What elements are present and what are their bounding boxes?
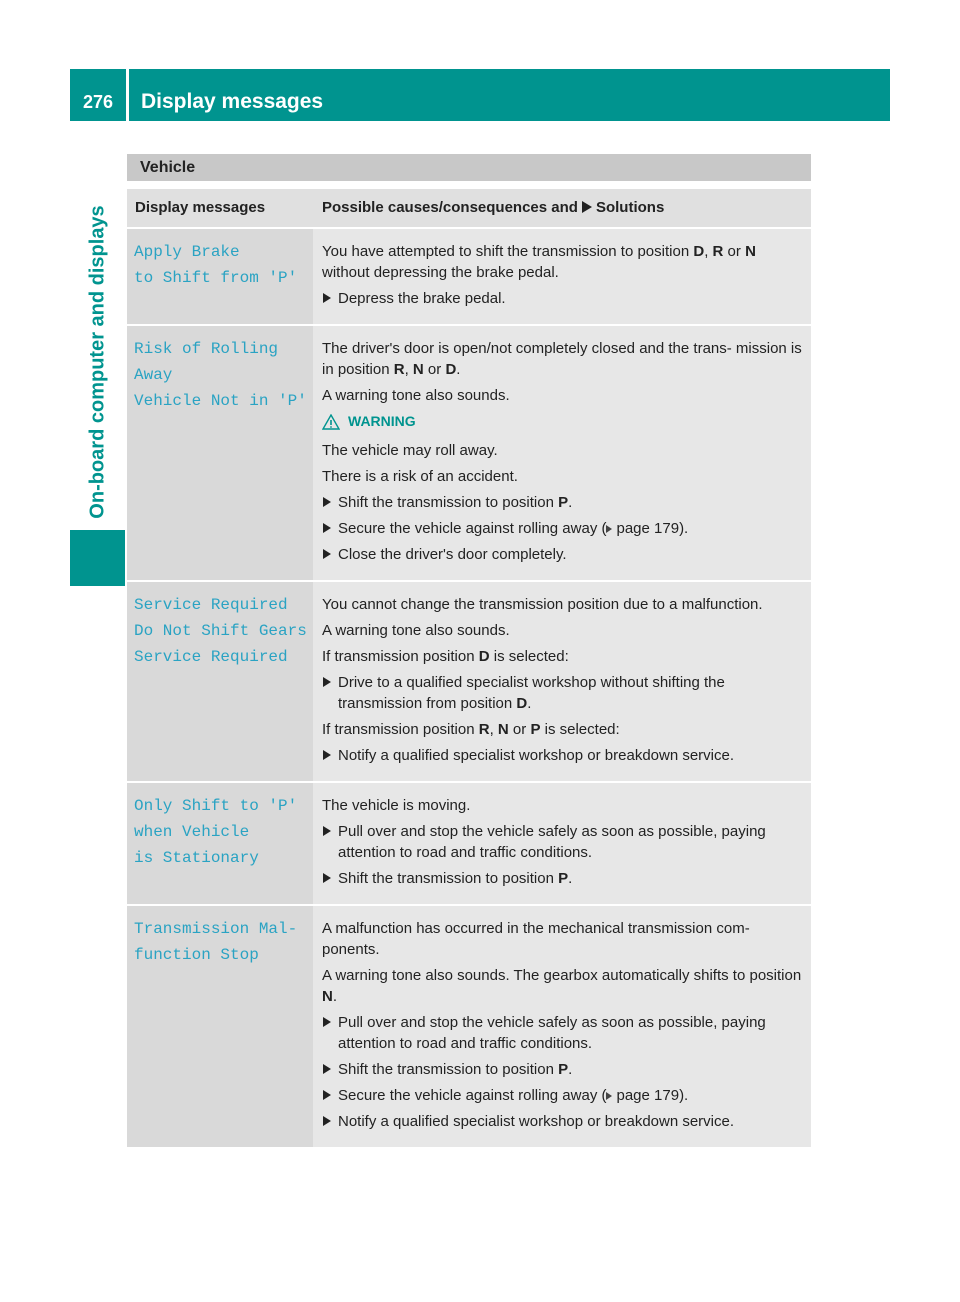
gear-position: R: [478, 721, 490, 738]
text-fragment: The driver's door is open/not completely closed and the trans- mission is in position: [322, 340, 802, 378]
gear-position: P: [558, 870, 569, 887]
text-fragment: Secure the vehicle against rolling away (: [338, 1087, 607, 1104]
column-headers: [127, 189, 811, 227]
text-fragment: is selected:: [540, 721, 620, 738]
text-fragment: or: [508, 721, 531, 738]
display-message-cell: [127, 906, 313, 1147]
cause-text: [322, 795, 805, 816]
cause-text: [322, 620, 805, 641]
table-row: [127, 326, 811, 582]
text-fragment: .: [527, 695, 532, 712]
gear-position: R: [393, 361, 405, 378]
text-fragment: .: [332, 988, 338, 1005]
text-fragment: .: [456, 361, 461, 378]
text-fragment: Secure the vehicle against rolling away (: [338, 520, 607, 537]
warning-text: WARNING: [348, 413, 416, 429]
solution-step: [322, 672, 805, 714]
table-body: [127, 229, 811, 1149]
text-fragment: A warning tone also sounds.: [322, 387, 510, 404]
side-tab-marker: [70, 530, 125, 586]
warning-triangle-icon: [322, 414, 340, 430]
table-row: [127, 582, 811, 783]
solutions-label: Solutions: [595, 199, 665, 216]
display-message-text: Vehicle Not in 'P': [134, 392, 307, 410]
text-fragment: There is a risk of an accident.: [322, 468, 518, 485]
cause-text: [322, 594, 805, 615]
cause-text: [322, 338, 805, 380]
solution-step: [322, 1085, 805, 1106]
display-message-text: Service Required: [134, 648, 288, 666]
table-row: [127, 229, 811, 326]
cause-text: [322, 440, 805, 461]
text-fragment: Shift the transmission to position: [338, 494, 559, 511]
gear-position: R: [712, 243, 724, 260]
causes-cell: [313, 906, 811, 1147]
messages-table: [127, 154, 811, 1149]
display-message-text: Service Required: [134, 596, 288, 614]
text-fragment: .: [568, 1061, 573, 1078]
causes-cell: [313, 783, 811, 904]
text-fragment: A warning tone also sounds.: [322, 622, 510, 639]
cause-text: [322, 719, 805, 740]
display-message-text: Apply Brake: [134, 243, 240, 261]
column-header-display-messages: Display messages: [135, 199, 266, 216]
text-fragment: Shift the transmission to position: [338, 870, 559, 887]
text-fragment: Pull over and stop the vehicle safely as soon as possible, paying attention to road and traffic conditions.: [338, 1014, 766, 1052]
gear-position: P: [558, 1061, 569, 1078]
causes-cell: [313, 582, 811, 781]
reference-arrow-icon: [606, 1092, 612, 1100]
display-message-text: Do Not Shift Gears: [134, 622, 307, 640]
gear-position: D: [445, 361, 457, 378]
text-fragment: .: [568, 494, 573, 511]
solution-step: [322, 1059, 805, 1080]
solution-step: [322, 544, 805, 565]
gear-position: D: [478, 648, 490, 665]
text-fragment: is selected:: [489, 648, 569, 665]
text-fragment: or: [723, 243, 746, 260]
header-divider: [126, 69, 129, 121]
cause-text: [322, 965, 805, 1007]
display-message-text: Transmission Mal‐: [134, 920, 298, 938]
text-fragment: A warning tone also sounds. The gearbox automatically shifts to position: [322, 967, 802, 984]
display-message-text: function Stop: [134, 946, 259, 964]
display-message-cell: [127, 783, 313, 904]
gear-position: N: [745, 243, 756, 260]
text-fragment: Close the driver's door completely.: [338, 546, 567, 563]
text-fragment: Shift the transmission to position: [338, 1061, 559, 1078]
text-fragment: You cannot change the transmission position due to a malfunction.: [322, 596, 763, 613]
solution-arrow-icon: [582, 201, 592, 213]
column-header-causes: [313, 189, 811, 227]
text-fragment: Pull over and stop the vehicle safely as soon as possible, paying attention to road and traffic conditions.: [338, 823, 766, 861]
cause-text: [322, 241, 805, 283]
text-fragment: A malfunction has occurred in the mechanical transmission com- ponents.: [322, 920, 750, 958]
text-fragment: You have attempted to shift the transmission to position: [322, 243, 694, 260]
solution-step: [322, 745, 805, 766]
text-fragment: ).: [679, 520, 689, 537]
text-fragment: If transmission position: [322, 648, 479, 665]
page-title: Display messages: [141, 90, 324, 113]
causes-cell: [313, 326, 811, 580]
solution-step: [322, 1012, 805, 1054]
text-fragment: The vehicle is moving.: [322, 797, 471, 814]
solution-step: [322, 492, 805, 513]
display-message-text: Risk of Rolling: [134, 340, 279, 358]
text-fragment: Notify a qualified specialist workshop or breakdown service.: [338, 1113, 735, 1130]
display-message-text: Away: [134, 366, 173, 384]
gear-position: D: [516, 695, 528, 712]
display-message-text: when Vehicle: [134, 823, 250, 841]
page-reference-link[interactable]: page 179: [616, 1087, 680, 1104]
warning-label: [322, 411, 805, 432]
gear-position: N: [322, 988, 333, 1005]
display-message-text: to Shift from 'P': [134, 269, 298, 287]
causes-label: Possible causes/consequences and: [322, 199, 578, 216]
text-fragment: If transmission position: [322, 721, 479, 738]
display-message-text: Only Shift to 'P': [134, 797, 298, 815]
text-fragment: Drive to a qualified specialist workshop without shifting the transmission from position: [338, 674, 725, 712]
text-fragment: Notify a qualified specialist workshop or breakdown service.: [338, 747, 735, 764]
gear-position: D: [693, 243, 705, 260]
text-fragment: ,: [404, 361, 413, 378]
text-fragment: or: [423, 361, 446, 378]
solution-step: [322, 868, 805, 889]
page-number: 276: [82, 92, 114, 112]
solution-step: [322, 1111, 805, 1132]
cause-text: [322, 646, 805, 667]
cause-text: [322, 466, 805, 487]
text-fragment: ,: [489, 721, 498, 738]
gear-position: P: [530, 721, 541, 738]
causes-cell: [313, 229, 811, 324]
display-message-cell: [127, 582, 313, 781]
cause-text: [322, 385, 805, 406]
section-title: Vehicle: [127, 154, 811, 181]
cause-text: [322, 918, 805, 960]
text-fragment: ,: [704, 243, 713, 260]
table-row: [127, 906, 811, 1149]
text-fragment: .: [568, 870, 573, 887]
side-tab-label: On-board computer and displays: [86, 205, 109, 519]
gear-position: P: [558, 494, 569, 511]
display-message-text: is Stationary: [134, 849, 259, 867]
display-message-cell: [127, 326, 313, 580]
page-header: [70, 69, 890, 121]
text-fragment: Depress the brake pedal.: [338, 290, 506, 307]
solution-step: [322, 288, 805, 309]
reference-arrow-icon: [606, 525, 612, 533]
text-fragment: ).: [679, 1087, 689, 1104]
text-fragment: The vehicle may roll away.: [322, 442, 498, 459]
text-fragment: without depressing the brake pedal.: [322, 264, 559, 281]
display-message-cell: [127, 229, 313, 324]
solution-step: [322, 518, 805, 539]
gear-position: N: [412, 361, 424, 378]
solution-step: [322, 821, 805, 863]
gear-position: N: [497, 721, 509, 738]
table-row: [127, 783, 811, 906]
page-reference-link[interactable]: page 179: [616, 520, 680, 537]
